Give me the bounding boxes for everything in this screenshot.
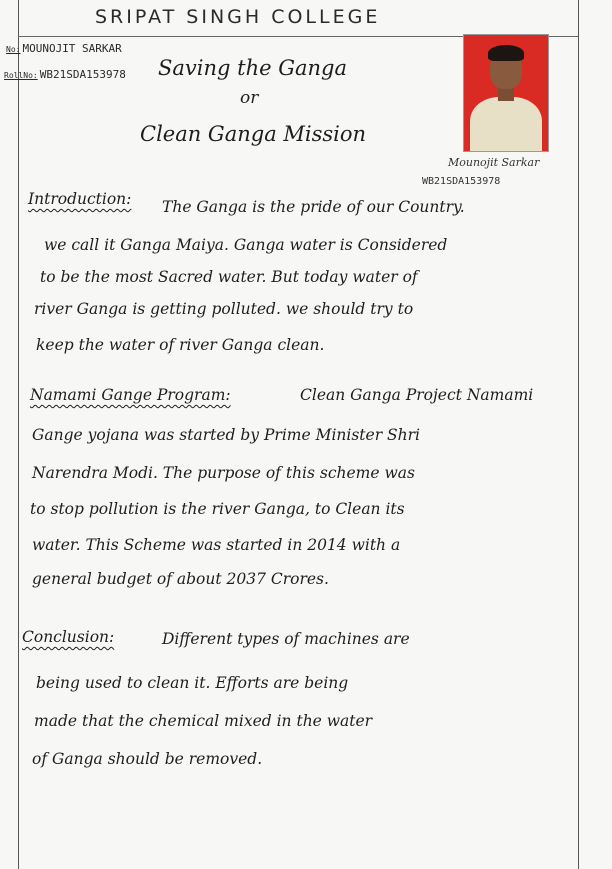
- namami-line-6: general budget of about 2037 Crores.: [32, 570, 329, 588]
- student-photo: [463, 34, 549, 152]
- intro-line-1: The Ganga is the pride of our Country.: [162, 198, 465, 216]
- conclusion-heading: Conclusion:: [22, 628, 115, 646]
- signature-roll: WB21SDA153978: [422, 176, 501, 187]
- conclusion-line-4: of Ganga should be removed.: [32, 750, 263, 768]
- namami-line-3: Narendra Modi. The purpose of this scheme was: [32, 464, 415, 482]
- conclusion-line-1: Different types of machines are: [162, 630, 410, 648]
- left-margin-line: [18, 0, 19, 869]
- student-name-row: [6, 42, 122, 55]
- namami-line-4: to stop pollution is the river Ganga, to Clean its: [30, 500, 405, 518]
- roll-key: RollNo:: [4, 71, 38, 80]
- right-margin-line: [578, 0, 579, 869]
- title-line-1: Saving the Ganga: [158, 56, 347, 80]
- namami-heading: Namami Gange Program:: [30, 386, 231, 404]
- title-or: or: [240, 88, 259, 108]
- namami-line-1: Clean Ganga Project Namami: [300, 386, 534, 404]
- name-key: No:: [6, 45, 21, 54]
- introduction-heading: Introduction:: [28, 190, 132, 208]
- title-line-3: Clean Ganga Mission: [140, 122, 367, 146]
- college-name: SRIPAT SINGH COLLEGE: [95, 6, 381, 28]
- intro-line-2: we call it Ganga Maiya. Ganga water is Considered: [44, 236, 448, 254]
- namami-line-2: Gange yojana was started by Prime Minister Shri: [32, 426, 421, 444]
- namami-line-5: water. This Scheme was started in 2014 with a: [32, 536, 401, 554]
- conclusion-line-3: made that the chemical mixed in the water: [34, 712, 373, 730]
- intro-line-5: keep the water of river Ganga clean.: [36, 336, 325, 354]
- roll-row: [4, 68, 126, 81]
- roll-number: WB21SDA153978: [39, 68, 126, 81]
- intro-line-4: river Ganga is getting polluted. we should try to: [34, 300, 414, 318]
- student-name: MOUNOJIT SARKAR: [22, 42, 122, 55]
- student-signature: Mounojit Sarkar: [448, 156, 540, 169]
- intro-line-3: to be the most Sacred water. But today water of: [40, 268, 418, 286]
- conclusion-line-2: being used to clean it. Efforts are being: [36, 674, 349, 692]
